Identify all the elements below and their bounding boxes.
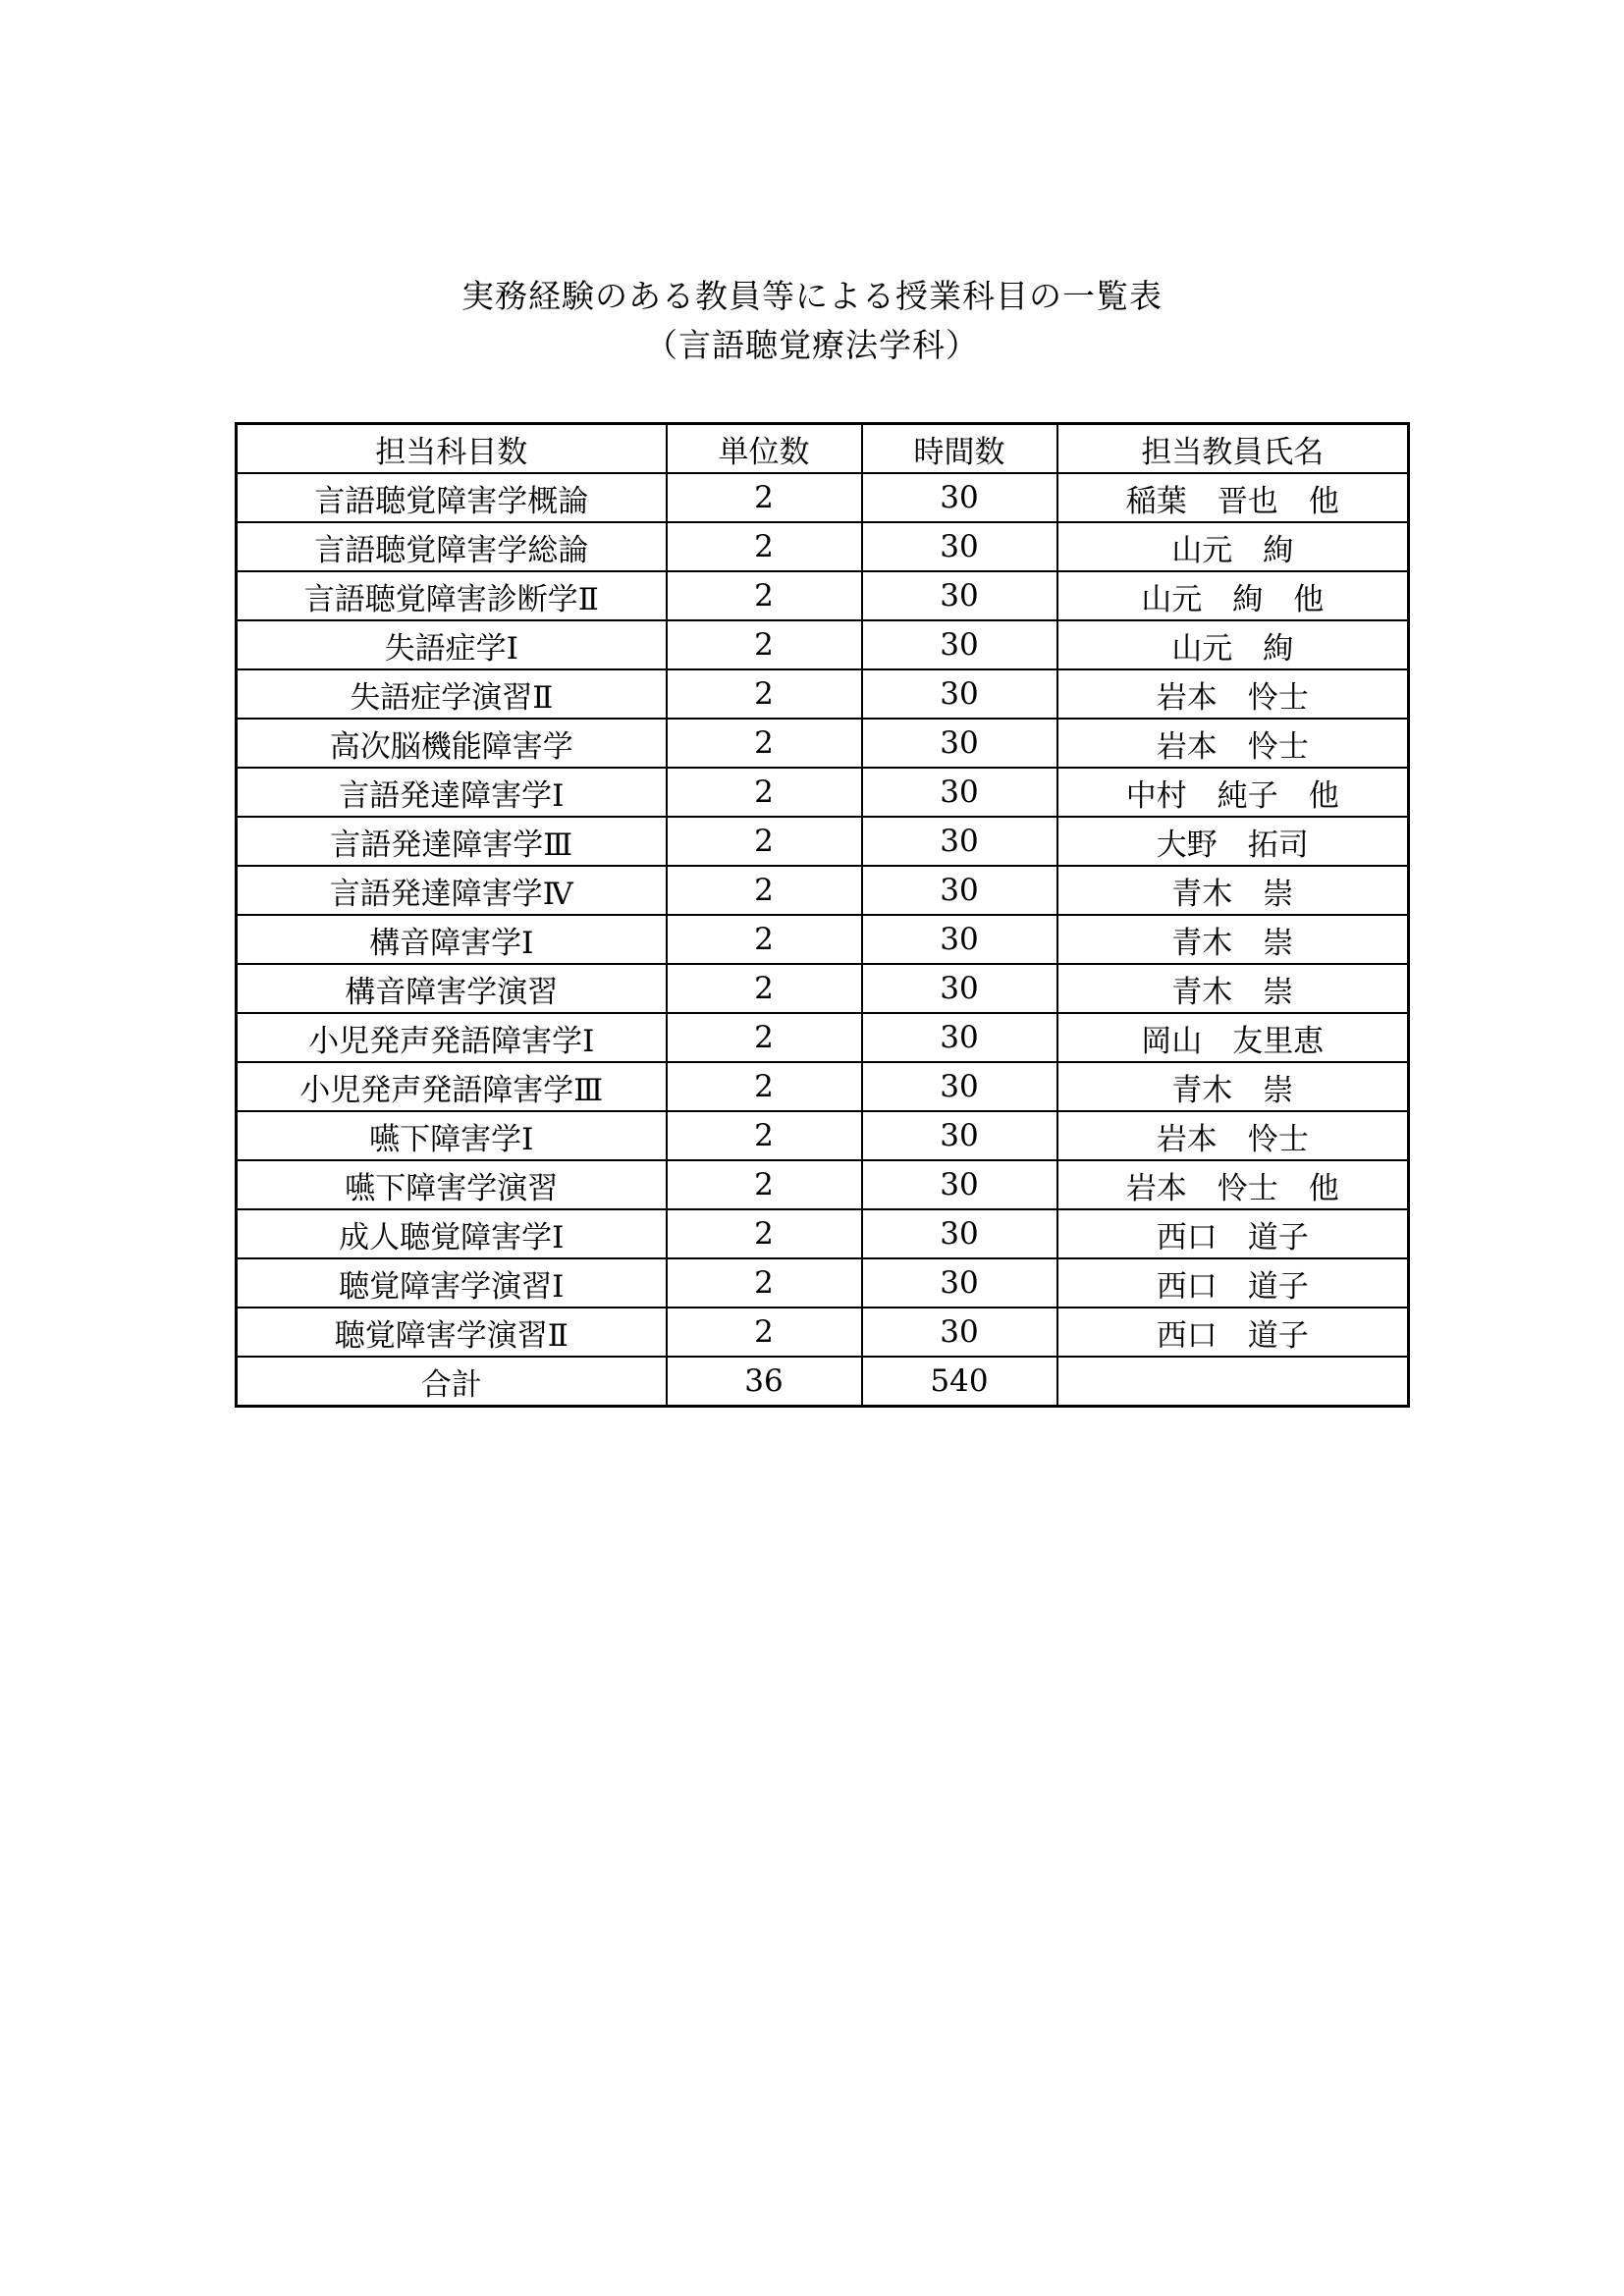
cell-teacher: 岩本 怜士 [1057, 669, 1409, 719]
cell-subject: 構音障害学Ⅰ [237, 915, 667, 964]
cell-hours: 30 [862, 1160, 1057, 1209]
table-row [237, 571, 1409, 620]
table-row [237, 719, 1409, 768]
table-row [237, 1062, 1409, 1111]
cell-credits: 2 [667, 719, 862, 768]
document-subtitle: （言語聴覚療法学科） [645, 326, 979, 364]
cell-teacher: 岡山 友里恵 [1057, 1013, 1409, 1062]
cell-teacher: 山元 絢 [1057, 620, 1409, 669]
total-hours: 540 [862, 1357, 1057, 1407]
table-row [237, 817, 1409, 866]
cell-subject: 言語発達障害学Ⅳ [237, 866, 667, 915]
cell-teacher: 岩本 怜士 他 [1057, 1160, 1409, 1209]
cell-subject: 成人聴覚障害学Ⅰ [237, 1209, 667, 1258]
cell-hours: 30 [862, 817, 1057, 866]
cell-hours: 30 [862, 768, 1057, 817]
cell-subject: 言語聴覚障害学概論 [237, 473, 667, 522]
cell-credits: 2 [667, 669, 862, 719]
cell-hours: 30 [862, 915, 1057, 964]
cell-hours: 30 [862, 866, 1057, 915]
table-row [237, 1160, 1409, 1209]
cell-teacher: 青木 崇 [1057, 866, 1409, 915]
table-row [237, 1258, 1409, 1308]
cell-hours: 30 [862, 1209, 1057, 1258]
table-row [237, 473, 1409, 522]
table-header-row [237, 424, 1409, 474]
cell-subject: 嚥下障害学演習 [237, 1160, 667, 1209]
table-row [237, 620, 1409, 669]
header-teacher-name: 担当教員氏名 [1057, 424, 1409, 474]
cell-subject: 聴覚障害学演習Ⅱ [237, 1308, 667, 1357]
cell-credits: 2 [667, 522, 862, 571]
table-row [237, 1111, 1409, 1160]
cell-hours: 30 [862, 669, 1057, 719]
cell-teacher: 大野 拓司 [1057, 817, 1409, 866]
cell-credits: 2 [667, 1308, 862, 1357]
cell-credits: 2 [667, 964, 862, 1013]
table-row [237, 1209, 1409, 1258]
cell-credits: 2 [667, 1013, 862, 1062]
cell-subject: 小児発声発語障害学Ⅰ [237, 1013, 667, 1062]
cell-subject: 言語発達障害学Ⅰ [237, 768, 667, 817]
cell-credits: 2 [667, 1209, 862, 1258]
cell-teacher: 稲葉 晋也 他 [1057, 473, 1409, 522]
cell-hours: 30 [862, 522, 1057, 571]
cell-hours: 30 [862, 571, 1057, 620]
cell-hours: 30 [862, 1062, 1057, 1111]
cell-hours: 30 [862, 1013, 1057, 1062]
cell-subject: 嚥下障害学Ⅰ [237, 1111, 667, 1160]
cell-teacher: 西口 道子 [1057, 1308, 1409, 1357]
cell-credits: 2 [667, 768, 862, 817]
table-row [237, 522, 1409, 571]
cell-credits: 2 [667, 866, 862, 915]
table-row [237, 1013, 1409, 1062]
cell-credits: 2 [667, 817, 862, 866]
cell-hours: 30 [862, 1258, 1057, 1308]
cell-subject: 言語聴覚障害診断学Ⅱ [237, 571, 667, 620]
cell-subject: 小児発声発語障害学Ⅲ [237, 1062, 667, 1111]
cell-subject: 言語発達障害学Ⅲ [237, 817, 667, 866]
table-body [237, 473, 1409, 1357]
cell-credits: 2 [667, 571, 862, 620]
cell-teacher: 西口 道子 [1057, 1209, 1409, 1258]
cell-hours: 30 [862, 620, 1057, 669]
header-hours: 時間数 [862, 424, 1057, 474]
table-row [237, 915, 1409, 964]
cell-subject: 聴覚障害学演習Ⅰ [237, 1258, 667, 1308]
cell-credits: 2 [667, 1111, 862, 1160]
cell-subject: 高次脳機能障害学 [237, 719, 667, 768]
header-credits: 単位数 [667, 424, 862, 474]
cell-teacher: 岩本 怜士 [1057, 719, 1409, 768]
table-row [237, 964, 1409, 1013]
cell-hours: 30 [862, 473, 1057, 522]
cell-teacher: 中村 純子 他 [1057, 768, 1409, 817]
cell-credits: 2 [667, 620, 862, 669]
cell-hours: 30 [862, 1308, 1057, 1357]
table-row [237, 866, 1409, 915]
cell-credits: 2 [667, 915, 862, 964]
total-credits: 36 [667, 1357, 862, 1407]
table-row [237, 768, 1409, 817]
cell-teacher: 山元 絢 他 [1057, 571, 1409, 620]
header-subject-count: 担当科目数 [237, 424, 667, 474]
table-row [237, 669, 1409, 719]
cell-hours: 30 [862, 964, 1057, 1013]
cell-subject: 言語聴覚障害学総論 [237, 522, 667, 571]
cell-teacher: 青木 崇 [1057, 964, 1409, 1013]
cell-credits: 2 [667, 1160, 862, 1209]
total-teacher [1057, 1357, 1409, 1407]
cell-hours: 30 [862, 1111, 1057, 1160]
cell-subject: 失語症学Ⅰ [237, 620, 667, 669]
cell-teacher: 西口 道子 [1057, 1258, 1409, 1308]
cell-teacher: 青木 崇 [1057, 915, 1409, 964]
cell-teacher: 岩本 怜士 [1057, 1111, 1409, 1160]
cell-credits: 2 [667, 1062, 862, 1111]
cell-subject: 失語症学演習Ⅱ [237, 669, 667, 719]
cell-teacher: 山元 絢 [1057, 522, 1409, 571]
subjects-table [235, 422, 1410, 1408]
document-title: 実務経験のある教員等による授業科目の一覧表 [461, 277, 1163, 315]
cell-subject: 構音障害学演習 [237, 964, 667, 1013]
cell-credits: 2 [667, 473, 862, 522]
total-row [237, 1357, 1409, 1407]
total-label: 合計 [237, 1357, 667, 1407]
cell-hours: 30 [862, 719, 1057, 768]
cell-teacher: 青木 崇 [1057, 1062, 1409, 1111]
table-row [237, 1308, 1409, 1357]
cell-credits: 2 [667, 1258, 862, 1308]
